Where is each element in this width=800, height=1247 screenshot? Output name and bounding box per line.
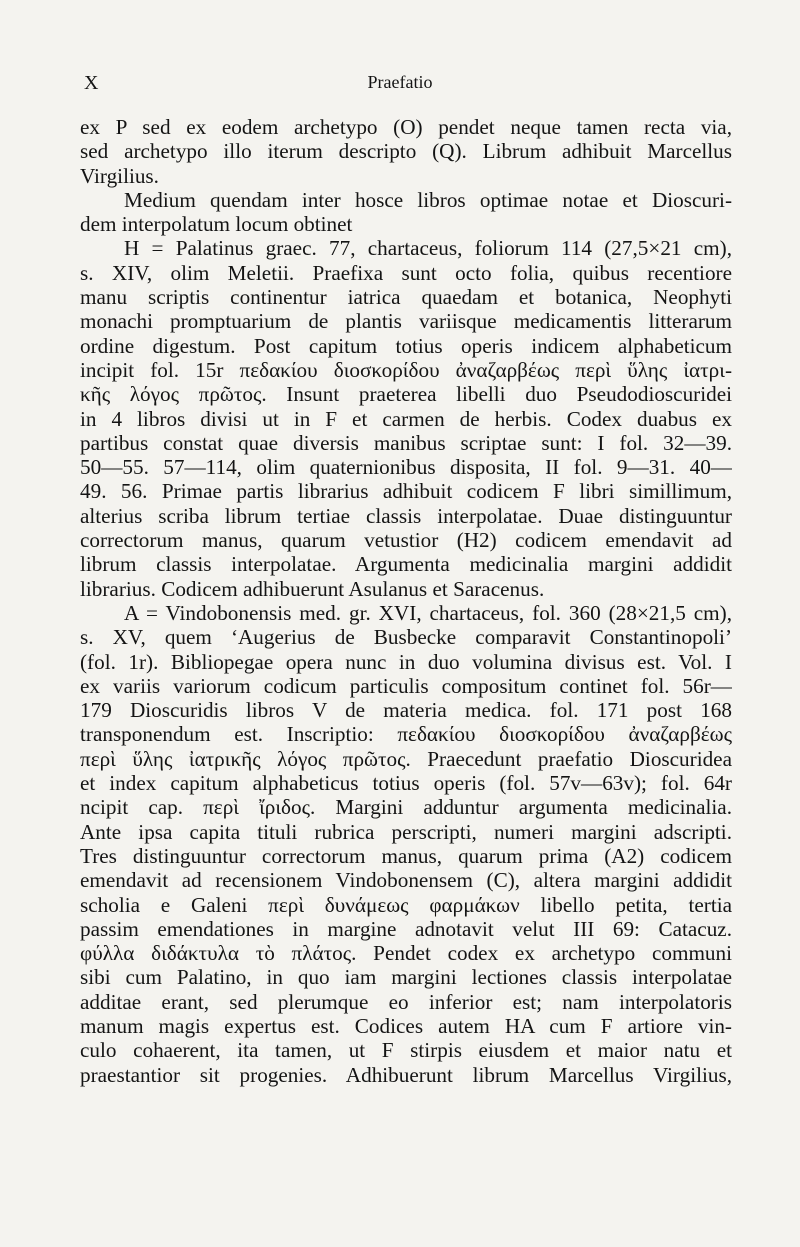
text-line: περὶ ὕλης ἰατρικῆς λόγος πρῶτος. Praecedunt praefatio Dioscuridea [80, 746, 732, 771]
text-line: sibi cum Palatino, in quo iam margini lectiones classis interpolatae [80, 965, 732, 990]
text-line: monachi promptuarium de plantis variisque medicamentis litterarum [80, 309, 732, 334]
text-line: scholia e Galeni περὶ δυνάμεως φαρμάκων libello petita, tertia [80, 892, 732, 917]
text-line: φύλλα διδάκτυλα τὸ πλάτος. Pendet codex ex archetypo communi [80, 941, 732, 966]
text-line: sed archetypo illo iterum descripto (Q). Librum adhibuit Marcellus [80, 139, 732, 164]
page-number: X [84, 72, 99, 94]
text-line: Medium quendam inter hosce libros optimae notae et Dioscuri- [124, 187, 732, 212]
text-line: emendavit ad recensionem Vindobonensem (C), altera margini addidit [80, 868, 732, 893]
text-line: in 4 libros divisi ut in F et carmen de herbis. Codex duabus ex [80, 406, 732, 431]
text-line: ex P sed ex eodem archetypo (O) pendet neque tamen recta via, [80, 115, 732, 139]
text-line: culo cohaerent, ita tamen, ut F stirpis eiusdem et maior natu et [80, 1038, 732, 1063]
text-line: manu scriptis continentur iatrica quaedam et botanica, Neophyti [80, 285, 732, 310]
text-line: ncipit cap. περὶ ἴριδος. Margini adduntur argumenta medicinalia. [80, 795, 732, 820]
text-line: praestantior sit progenies. Adhibuerunt librum Marcellus Virgilius, [80, 1062, 732, 1087]
text-line: passim emendationes in margine adnotavit velut III 69: Catacuz. [80, 916, 732, 941]
text-line: A = Vindobonensis med. gr. XVI, chartaceus, fol. 360 (28×21,5 cm), [124, 600, 732, 625]
body-text [80, 115, 732, 1087]
text-line: correctorum manus, quarum vetustior (H2) codicem emendavit ad [80, 528, 732, 553]
text-line: alterius scriba librum tertiae classis interpolatae. Duae distinguuntur [80, 503, 732, 528]
text-line: ordine digestum. Post capitum totius operis indicem alphabeticum [80, 333, 732, 358]
text-line: ex variis variorum codicum particulis compositum continet fol. 56r— [80, 673, 732, 698]
text-line: κῆς λόγος πρῶτος. Insunt praeterea libelli duo Pseudodioscuridei [80, 382, 732, 407]
text-line: dem interpolatum locum obtinet [80, 212, 353, 237]
text-line: 49. 56. Primae partis librarius adhibuit codicem F libri simillimum, [80, 479, 732, 504]
text-line: 50—55. 57—114, olim quaternionibus disposita, II fol. 9—31. 40— [80, 455, 732, 480]
text-line: librum classis interpolatae. Argumenta medicinalia margini addidit [80, 552, 732, 577]
text-line: transponendum est. Inscriptio: πεδακίου διοσκορίδου ἀναζαρβέως [80, 722, 732, 747]
text-line: Virgilius. [80, 163, 159, 188]
text-line: additae erant, sed plerumque eo inferior est; nam interpolatoris [80, 989, 732, 1014]
text-line: incipit fol. 15r πεδακίου διοσκορίδου ἀναζαρβέως περὶ ὕλης ἰατρι- [80, 357, 732, 382]
running-title: Praefatio [367, 72, 433, 92]
text-line: et index capitum alphabeticus totius operis (fol. 57v—63v); fol. 64r [80, 771, 732, 796]
text-line: (fol. 1r). Bibliopegae opera nunc in duo volumina divisus est. Vol. I [80, 649, 732, 674]
text-line: s. XIV, olim Meletii. Praefixa sunt octo folia, quibus recentiore [80, 260, 732, 285]
text-line: Tres distinguuntur correctorum manus, quarum prima (A2) codicem [80, 843, 732, 868]
text-line: manum magis expertus est. Codices autem HA cum F artiore vin- [80, 1013, 732, 1038]
text-line: 179 Dioscuridis libros V de materia medica. fol. 171 post 168 [80, 698, 732, 723]
text-line: Ante ipsa capita tituli rubrica perscripti, numeri margini adscripti. [80, 819, 732, 844]
text-line: librarius. Codicem adhibuerunt Asulanus et Saracenus. [80, 576, 545, 601]
text-line: partibus constat quae diversis manibus scriptae sunt: I fol. 32—39. [80, 430, 732, 455]
running-header [80, 72, 720, 102]
text-line: H = Palatinus graec. 77, chartaceus, foliorum 114 (27,5×21 cm), [124, 236, 732, 261]
text-line: s. XV, quem ʻAugerius de Busbecke comparavit Constantinopoliʼ [80, 625, 732, 650]
